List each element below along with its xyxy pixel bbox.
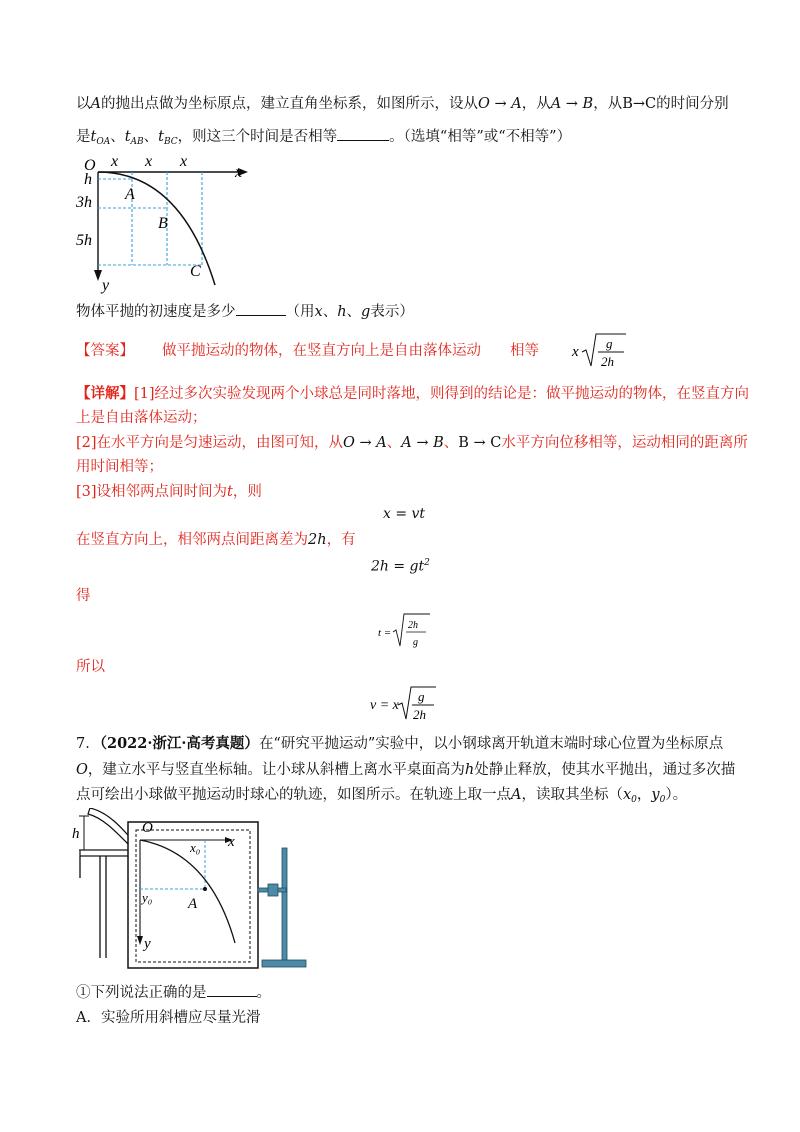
label-x-axis: x	[235, 164, 243, 181]
equation-3	[376, 610, 436, 652]
detail-suoyi: 所以	[76, 659, 105, 675]
label-C: C	[190, 263, 201, 280]
label-5h: 5h	[76, 232, 92, 249]
detail-p2a: [2]在水平方向是匀速运动，由图可知，从O → A、A → B、B → C水平方向位移相等，运动相同的距离所	[76, 435, 748, 451]
path-AB: A → B	[550, 96, 594, 112]
projectile-grid-figure	[70, 150, 270, 295]
svg-text:g: g	[413, 637, 418, 648]
q7-line1: 7．（2022·浙江·高考真题）在“研究平抛运动”实验中，以小钢球离开轨道末端时球心位置为坐标原点	[76, 735, 724, 752]
svg-text:2h: 2h	[408, 620, 418, 631]
answer-blank-3[interactable]	[207, 982, 257, 997]
equation-1: x = vt	[383, 506, 426, 522]
answer-blank[interactable]	[337, 126, 389, 141]
equation-2: $2h = gt^2$	[371, 558, 430, 575]
label-x0: x₀	[190, 840, 201, 855]
label-h: h	[84, 171, 92, 188]
svg-text:g: g	[418, 689, 425, 704]
detail-p1a: 【详解】[1]经过多次实验发现两个小球总是同时落地，则得到的结论是：做平抛运动的物体，在竖直方向	[76, 385, 750, 402]
label-O: O	[84, 157, 96, 174]
q7-line3: 点可绘出小球做平抛运动时球心的轨迹，如图所示。在轨迹上取一点A，读取其坐标（$x_0$，$y_0$）。	[76, 787, 688, 805]
svg-text:2h: 2h	[413, 707, 426, 722]
answer-3-formula	[570, 330, 630, 372]
svg-text:x: x	[572, 344, 579, 360]
svg-text:2h: 2h	[601, 354, 614, 369]
label-x-axis-2: x	[228, 834, 235, 850]
detail-p1b: 上是自由落体运动；	[76, 410, 207, 426]
detail-de: 得	[76, 588, 91, 604]
label-y0: y₀	[142, 890, 153, 905]
label-y-axis-2: y	[144, 936, 151, 952]
label-3h: 3h	[76, 194, 92, 211]
answer-label: 【答案】	[76, 343, 134, 359]
detail-p2c: 用时间相等；	[76, 459, 163, 475]
q6-line1: 以A的抛出点做为坐标原点，建立直角坐标系，如图所示，设从O → A，从A → B，从B→C的时间分别	[76, 96, 729, 112]
q7-sub1: ①下列说法正确的是 。	[76, 982, 271, 1003]
svg-text:g: g	[606, 336, 613, 351]
q6-question2: 物体平抛的初速度是多少 （用x、h、g表示）	[76, 301, 414, 322]
label-x3: x	[180, 153, 188, 170]
answer-1: 做平抛运动的物体，在竖直方向上是自由落体运动	[162, 343, 481, 359]
label-y-axis: y	[102, 277, 110, 294]
q7-line2: O，建立水平与竖直坐标轴。让小球从斜槽上离水平桌面高为h处静止释放，使其水平抛出，通过多次描	[76, 762, 736, 778]
label-A-2: A	[188, 896, 198, 912]
path-BC: B→C	[622, 96, 657, 112]
answer-blank-2[interactable]	[236, 301, 286, 316]
detail-p4: 在竖直方向上，相邻两点间距离差为2h，有	[76, 532, 356, 548]
label-x2: x	[145, 153, 153, 170]
label-x1: x	[111, 153, 119, 170]
q6-line2: 是$t_{OA}$、$t_{AB}$、$t_{BC}$，则这三个时间是否相等 。（选填“相等”或“不相等”）	[76, 126, 571, 152]
var-A: A	[90, 96, 101, 112]
svg-text:t =: t =	[378, 627, 392, 639]
label-h-2: h	[72, 826, 80, 842]
svg-text:v = x: v = x	[370, 698, 399, 713]
path-OA: O → A	[477, 96, 522, 112]
answer-2: 相等	[510, 343, 539, 359]
detail-p3: [3]设相邻两点间时间为t，则	[76, 484, 262, 500]
option-A[interactable]: A．实验所用斜槽应尽量光滑	[76, 1010, 261, 1026]
experiment-apparatus-figure	[70, 808, 310, 972]
label-A: A	[125, 186, 135, 203]
equation-4	[368, 683, 444, 725]
label-B: B	[158, 215, 168, 232]
label-O-2: O	[142, 820, 153, 836]
